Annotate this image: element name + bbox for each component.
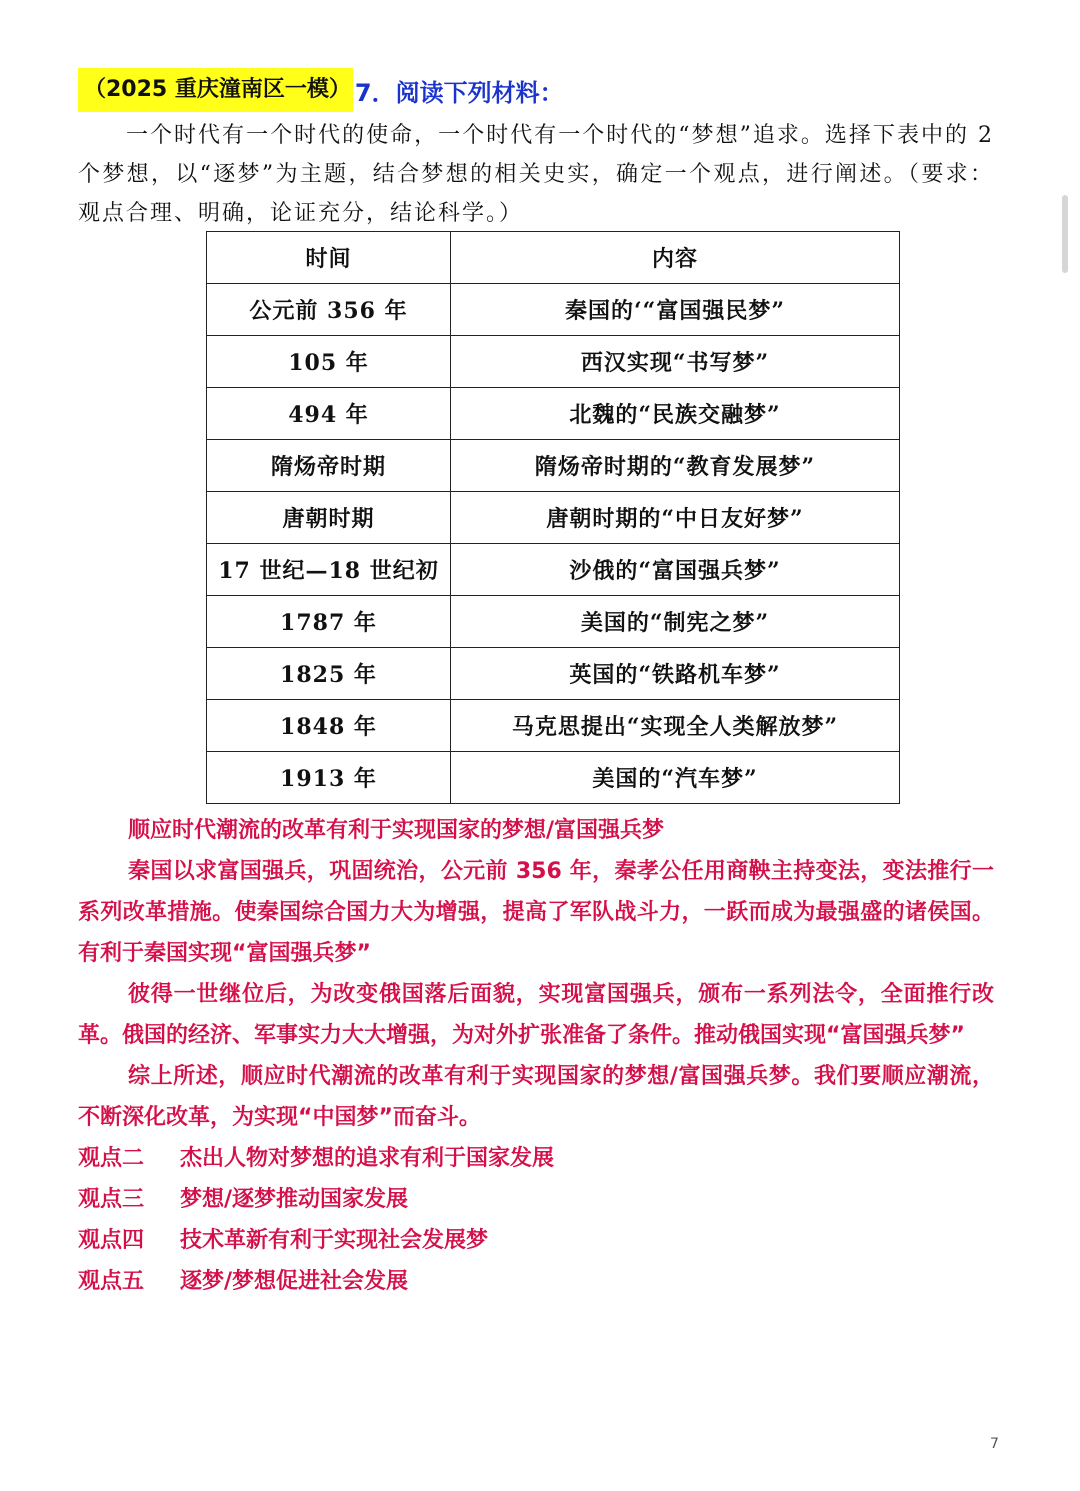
- table-cell-time: 17 世纪—18 世纪初: [207, 544, 451, 596]
- table-cell-content: 英国的“铁路机车梦”: [451, 648, 900, 700]
- table-header-content: 内容: [451, 232, 900, 284]
- view-text: 梦想/逐梦推动国家发展: [180, 1187, 409, 1212]
- table-row: [207, 752, 900, 804]
- table-cell-time: 唐朝时期: [207, 492, 451, 544]
- source-tag: （2025 重庆潼南区一模）: [78, 68, 353, 112]
- question-intro: 一个时代有一个时代的使命，一个时代有一个时代的“梦想”追求。选择下表中的 2 个梦想，以“逐梦”为主题，结合梦想的相关史实，确定一个观点，进行阐述。（要求：观点合理、明确，论证充分，结论科学。）: [78, 123, 994, 226]
- table-cell-content: 秦国的‘“富国强民梦”: [451, 284, 900, 336]
- table-cell-time: 494 年: [207, 388, 451, 440]
- view-item: [78, 1261, 994, 1302]
- view-text: 逐梦/梦想促进社会发展: [180, 1269, 409, 1294]
- table-cell-time: 1787 年: [207, 596, 451, 648]
- table-cell-content: 西汉实现“书写梦”: [451, 336, 900, 388]
- table-header-time: 时间: [207, 232, 451, 284]
- table-row: [207, 284, 900, 336]
- table-cell-time: 公元前 356 年: [207, 284, 451, 336]
- table-cell-time: 隋炀帝时期: [207, 440, 451, 492]
- table-row: [207, 388, 900, 440]
- answer-section: [78, 810, 994, 1302]
- answer-conclusion: 综上所述，顺应时代潮流的改革有利于实现国家的梦想/富国强兵梦。我们要顺应潮流，不断深化改革，为实现“中国梦”而奋斗。: [78, 1064, 994, 1130]
- table-cell-content: 北魏的“民族交融梦”: [451, 388, 900, 440]
- table-cell-time: 1825 年: [207, 648, 451, 700]
- question-title: 7．阅读下列材料：: [354, 78, 564, 107]
- answer-paragraph-peter: 彼得一世继位后，为改变俄国落后面貌，实现富国强兵，颁布一系列法令，全面推行改革。俄国的经济、军事实力大大增强，为对外扩张准备了条件。推动俄国实现“富国强兵梦”: [78, 982, 994, 1048]
- table-row: [207, 544, 900, 596]
- table-cell-content: 美国的“制宪之梦”: [451, 596, 900, 648]
- question-header: [78, 68, 564, 112]
- page-number: 7: [990, 1436, 999, 1452]
- view-label: 观点三: [78, 1187, 145, 1212]
- table-row: [207, 648, 900, 700]
- view-label: 观点二: [78, 1146, 145, 1171]
- answer-thesis: 顺应时代潮流的改革有利于实现国家的梦想/富国强兵梦: [128, 818, 665, 843]
- table-header-row: [207, 232, 900, 284]
- view-text: 技术革新有利于实现社会发展梦: [180, 1228, 489, 1253]
- view-label: 观点四: [78, 1228, 145, 1253]
- table-cell-content: 美国的“汽车梦”: [451, 752, 900, 804]
- table-cell-content: 马克思提出“实现全人类解放梦”: [451, 700, 900, 752]
- answer-paragraph-qin: 秦国以求富国强兵，巩固统治，公元前 356 年，秦孝公任用商鞅主持变法，变法推行一系列改革措施。使秦国综合国力大为增强，提高了军队战斗力，一跃而成为最强盛的诸侯国。有利于秦国实现“富国强兵梦”: [78, 859, 994, 966]
- table-row: [207, 440, 900, 492]
- table-row: [207, 336, 900, 388]
- view-item: [78, 1179, 994, 1220]
- dream-table: [206, 231, 900, 804]
- scrollbar[interactable]: [1062, 195, 1068, 273]
- table-cell-content: 唐朝时期的“中日友好梦”: [451, 492, 900, 544]
- table-row: [207, 596, 900, 648]
- table-cell-content: 沙俄的“富国强兵梦”: [451, 544, 900, 596]
- table-row: [207, 700, 900, 752]
- table-cell-time: 105 年: [207, 336, 451, 388]
- view-item: [78, 1220, 994, 1261]
- table-cell-content: 隋炀帝时期的“教育发展梦”: [451, 440, 900, 492]
- table-cell-time: 1848 年: [207, 700, 451, 752]
- view-text: 杰出人物对梦想的追求有利于国家发展: [180, 1146, 555, 1171]
- view-label: 观点五: [78, 1269, 145, 1294]
- table-cell-time: 1913 年: [207, 752, 451, 804]
- table-row: [207, 492, 900, 544]
- view-item: [78, 1138, 994, 1179]
